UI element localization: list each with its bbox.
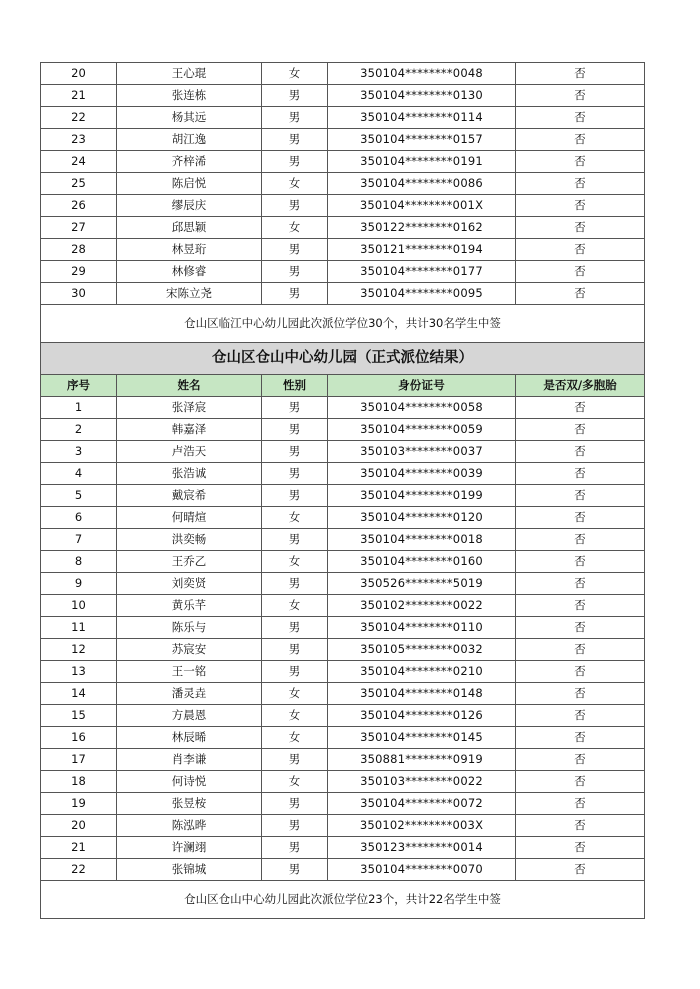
name-cell: 姓名 [117,375,262,397]
seq-cell: 16 [41,727,117,749]
multiple-birth-cell: 否 [516,463,645,485]
name-cell: 韩嘉泽 [117,419,262,441]
seq-cell: 28 [41,239,117,261]
gender-cell: 女 [262,705,328,727]
multiple-birth-cell: 否 [516,441,645,463]
gender-cell: 男 [262,617,328,639]
table-row [41,397,645,419]
table-row [41,239,645,261]
table-row [41,639,645,661]
name-cell: 杨其远 [117,107,262,129]
id-number-cell: 350104********0191 [328,151,516,173]
name-cell: 齐梓浠 [117,151,262,173]
multiple-birth-cell: 否 [516,749,645,771]
id-number-cell: 350103********0022 [328,771,516,793]
multiple-birth-cell: 否 [516,485,645,507]
multiple-birth-cell: 否 [516,661,645,683]
table-row [41,595,645,617]
seq-cell: 10 [41,595,117,617]
gender-cell: 女 [262,727,328,749]
gender-cell: 男 [262,573,328,595]
multiple-birth-cell: 否 [516,705,645,727]
seq-cell: 15 [41,705,117,727]
table-row [41,485,645,507]
table-row [41,419,645,441]
name-cell: 张泽宸 [117,397,262,419]
seq-cell: 14 [41,683,117,705]
gender-cell: 男 [262,107,328,129]
name-cell: 肖李谦 [117,749,262,771]
seq-cell: 20 [41,815,117,837]
id-number-cell: 350104********0072 [328,793,516,815]
name-cell: 张连栋 [117,85,262,107]
id-number-cell: 350104********0086 [328,173,516,195]
multiple-birth-cell: 否 [516,727,645,749]
gender-cell: 男 [262,485,328,507]
multiple-birth-cell: 否 [516,815,645,837]
gender-cell: 男 [262,195,328,217]
seq-cell: 17 [41,749,117,771]
name-cell: 林辰晞 [117,727,262,749]
multiple-birth-cell: 否 [516,551,645,573]
name-cell: 林昱珩 [117,239,262,261]
section-title-row [41,343,645,375]
gender-cell: 男 [262,419,328,441]
gender-cell: 女 [262,507,328,529]
name-cell: 宋陈立尧 [117,283,262,305]
gender-cell: 男 [262,661,328,683]
table-row [41,507,645,529]
id-number-cell: 350123********0014 [328,837,516,859]
table-row [41,793,645,815]
multiple-birth-cell: 否 [516,283,645,305]
name-cell: 陈泓晔 [117,815,262,837]
section-title: 仓山区仓山中心幼儿园（正式派位结果） [41,343,645,375]
name-cell: 张昱桉 [117,793,262,815]
table-row [41,551,645,573]
multiple-birth-cell: 否 [516,573,645,595]
id-number-cell: 350104********0126 [328,705,516,727]
gender-cell: 男 [262,129,328,151]
seq-cell: 5 [41,485,117,507]
gender-cell: 男 [262,85,328,107]
id-number-cell: 350104********0114 [328,107,516,129]
table-row [41,129,645,151]
seq-cell: 19 [41,793,117,815]
table-row [41,661,645,683]
seq-cell: 20 [41,63,117,85]
multiple-birth-cell: 是否双/多胞胎 [516,375,645,397]
name-cell: 潘灵垚 [117,683,262,705]
gender-cell: 性别 [262,375,328,397]
id-number-cell: 350104********0095 [328,283,516,305]
seq-cell: 11 [41,617,117,639]
name-cell: 洪奕畅 [117,529,262,551]
name-cell: 方晨恩 [117,705,262,727]
id-number-cell: 350104********0018 [328,529,516,551]
id-number-cell: 350104********0110 [328,617,516,639]
name-cell: 林修睿 [117,261,262,283]
multiple-birth-cell: 否 [516,617,645,639]
name-cell: 王乔乙 [117,551,262,573]
multiple-birth-cell: 否 [516,239,645,261]
table-row [41,859,645,881]
id-number-cell: 350105********0032 [328,639,516,661]
name-cell: 邱思颖 [117,217,262,239]
multiple-birth-cell: 否 [516,837,645,859]
table-row [41,151,645,173]
gender-cell: 男 [262,441,328,463]
seq-cell: 24 [41,151,117,173]
table-row [41,283,645,305]
id-number-cell: 350122********0162 [328,217,516,239]
table-row [41,195,645,217]
id-number-cell: 身份证号 [328,375,516,397]
gender-cell: 男 [262,151,328,173]
gender-cell: 男 [262,463,328,485]
multiple-birth-cell: 否 [516,107,645,129]
multiple-birth-cell: 否 [516,419,645,441]
multiple-birth-cell: 否 [516,639,645,661]
id-number-cell: 350104********0145 [328,727,516,749]
section-summary: 仓山区临江中心幼儿园此次派位学位30个，共计30名学生中签 [41,305,645,343]
results-table [40,62,645,919]
name-cell: 黄乐芊 [117,595,262,617]
table-header-row [41,375,645,397]
name-cell: 陈启悦 [117,173,262,195]
multiple-birth-cell: 否 [516,529,645,551]
name-cell: 缪辰庆 [117,195,262,217]
name-cell: 陈乐与 [117,617,262,639]
name-cell: 张锦城 [117,859,262,881]
id-number-cell: 350104********0039 [328,463,516,485]
multiple-birth-cell: 否 [516,217,645,239]
table-row [41,815,645,837]
table-row [41,107,645,129]
id-number-cell: 350104********0157 [328,129,516,151]
table-row [41,85,645,107]
id-number-cell: 350104********0148 [328,683,516,705]
results-table-body [41,63,645,919]
table-row [41,705,645,727]
gender-cell: 男 [262,639,328,661]
seq-cell: 序号 [41,375,117,397]
multiple-birth-cell: 否 [516,85,645,107]
section-summary-row [41,881,645,919]
table-row [41,683,645,705]
seq-cell: 1 [41,397,117,419]
table-row [41,217,645,239]
seq-cell: 21 [41,85,117,107]
seq-cell: 9 [41,573,117,595]
seq-cell: 8 [41,551,117,573]
table-row [41,261,645,283]
seq-cell: 2 [41,419,117,441]
id-number-cell: 350104********0048 [328,63,516,85]
name-cell: 王一铭 [117,661,262,683]
multiple-birth-cell: 否 [516,793,645,815]
multiple-birth-cell: 否 [516,63,645,85]
gender-cell: 男 [262,397,328,419]
seq-cell: 13 [41,661,117,683]
gender-cell: 女 [262,551,328,573]
gender-cell: 女 [262,173,328,195]
table-row [41,727,645,749]
name-cell: 卢浩天 [117,441,262,463]
seq-cell: 22 [41,107,117,129]
seq-cell: 22 [41,859,117,881]
gender-cell: 女 [262,683,328,705]
seq-cell: 30 [41,283,117,305]
id-number-cell: 350121********0194 [328,239,516,261]
gender-cell: 男 [262,793,328,815]
section-summary: 仓山区仓山中心幼儿园此次派位学位23个，共计22名学生中签 [41,881,645,919]
seq-cell: 4 [41,463,117,485]
id-number-cell: 350881********0919 [328,749,516,771]
seq-cell: 25 [41,173,117,195]
id-number-cell: 350104********0130 [328,85,516,107]
gender-cell: 女 [262,63,328,85]
name-cell: 王心琨 [117,63,262,85]
table-row [41,617,645,639]
seq-cell: 29 [41,261,117,283]
name-cell: 苏宸安 [117,639,262,661]
multiple-birth-cell: 否 [516,261,645,283]
seq-cell: 7 [41,529,117,551]
id-number-cell: 350104********0059 [328,419,516,441]
section-summary-row [41,305,645,343]
gender-cell: 男 [262,283,328,305]
table-row [41,573,645,595]
id-number-cell: 350102********0022 [328,595,516,617]
table-row [41,529,645,551]
name-cell: 刘奕贤 [117,573,262,595]
gender-cell: 女 [262,771,328,793]
seq-cell: 26 [41,195,117,217]
multiple-birth-cell: 否 [516,595,645,617]
seq-cell: 3 [41,441,117,463]
id-number-cell: 350104********001X [328,195,516,217]
seq-cell: 27 [41,217,117,239]
id-number-cell: 350104********0120 [328,507,516,529]
gender-cell: 男 [262,815,328,837]
id-number-cell: 350104********0070 [328,859,516,881]
multiple-birth-cell: 否 [516,173,645,195]
multiple-birth-cell: 否 [516,151,645,173]
table-row [41,463,645,485]
name-cell: 戴宸希 [117,485,262,507]
multiple-birth-cell: 否 [516,683,645,705]
gender-cell: 男 [262,261,328,283]
id-number-cell: 350104********0160 [328,551,516,573]
seq-cell: 23 [41,129,117,151]
table-row [41,749,645,771]
name-cell: 胡江逸 [117,129,262,151]
table-row [41,771,645,793]
id-number-cell: 350104********0199 [328,485,516,507]
seq-cell: 6 [41,507,117,529]
name-cell: 张浩诚 [117,463,262,485]
multiple-birth-cell: 否 [516,507,645,529]
id-number-cell: 350104********0177 [328,261,516,283]
multiple-birth-cell: 否 [516,859,645,881]
multiple-birth-cell: 否 [516,129,645,151]
name-cell: 许澜翊 [117,837,262,859]
gender-cell: 男 [262,529,328,551]
gender-cell: 女 [262,217,328,239]
gender-cell: 男 [262,749,328,771]
table-row [41,63,645,85]
gender-cell: 男 [262,859,328,881]
gender-cell: 男 [262,239,328,261]
multiple-birth-cell: 否 [516,195,645,217]
table-row [41,837,645,859]
seq-cell: 21 [41,837,117,859]
id-number-cell: 350526********5019 [328,573,516,595]
id-number-cell: 350104********0058 [328,397,516,419]
id-number-cell: 350102********003X [328,815,516,837]
name-cell: 何诗悦 [117,771,262,793]
table-row [41,441,645,463]
multiple-birth-cell: 否 [516,771,645,793]
gender-cell: 女 [262,595,328,617]
table-row [41,173,645,195]
id-number-cell: 350104********0210 [328,661,516,683]
seq-cell: 12 [41,639,117,661]
id-number-cell: 350103********0037 [328,441,516,463]
seq-cell: 18 [41,771,117,793]
gender-cell: 男 [262,837,328,859]
multiple-birth-cell: 否 [516,397,645,419]
name-cell: 何晴煊 [117,507,262,529]
